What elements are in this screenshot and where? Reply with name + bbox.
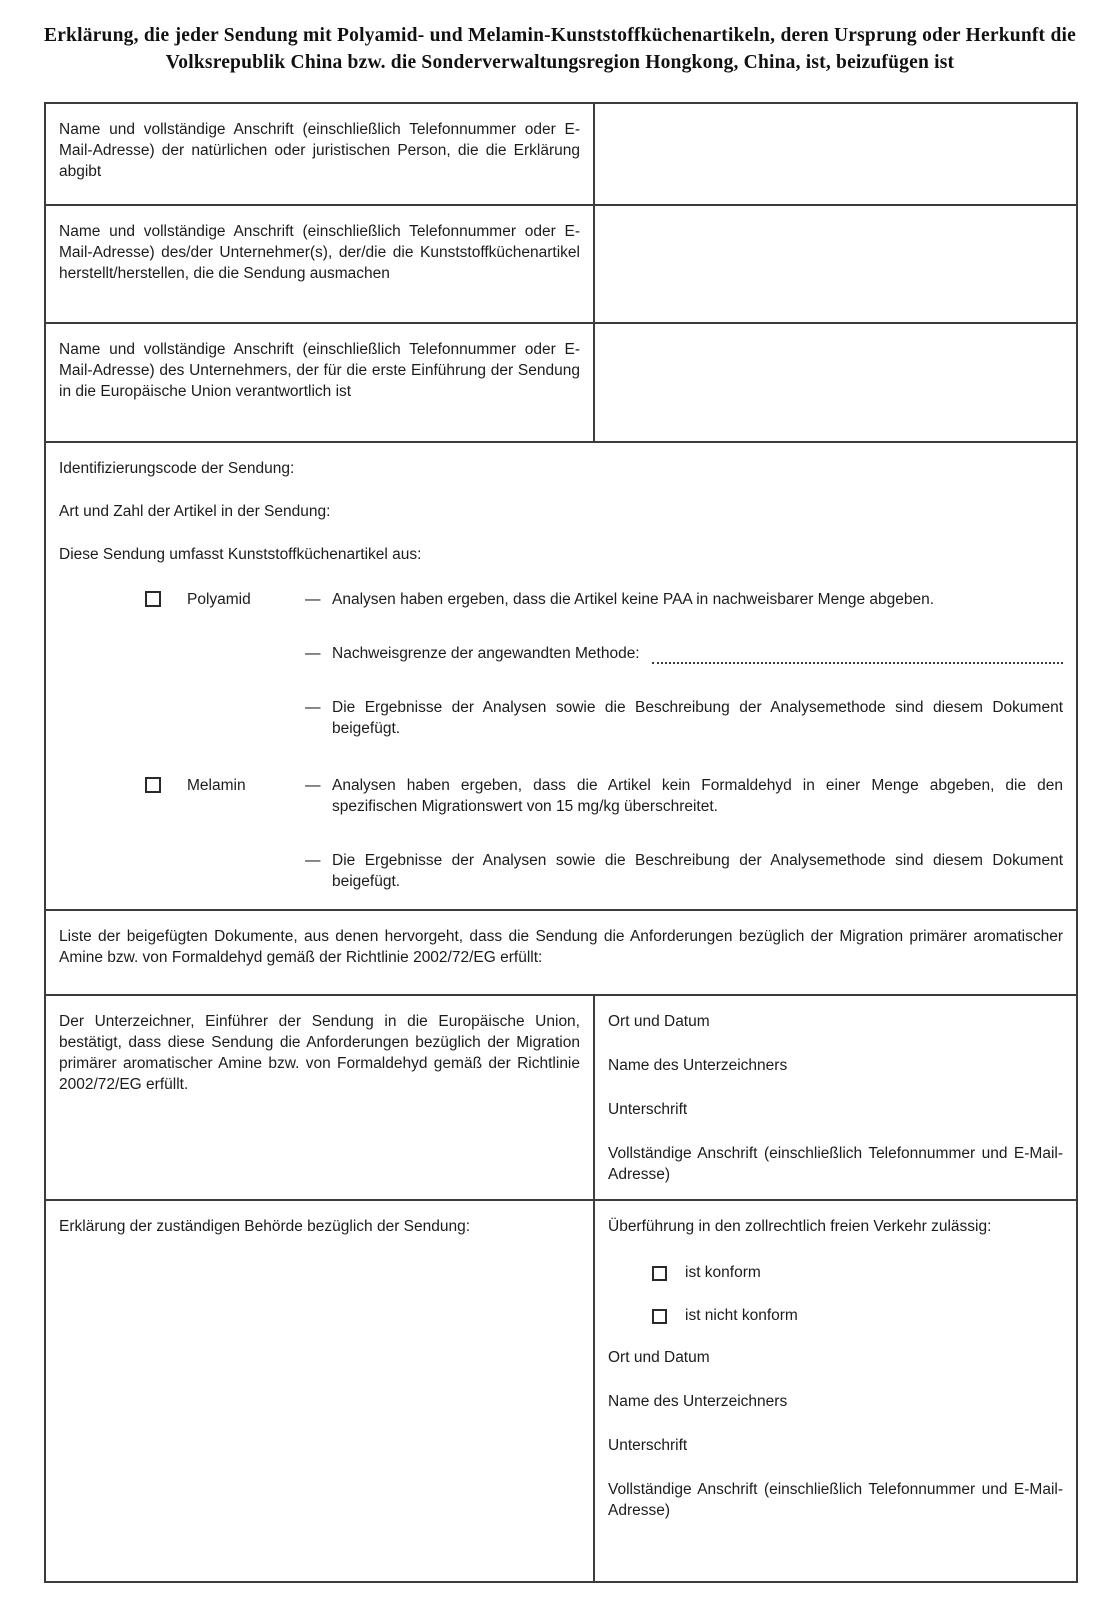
dash-bullet: — xyxy=(305,777,321,794)
polyamide-section xyxy=(59,589,1063,739)
melamine-statements xyxy=(305,775,1063,892)
importer-input-area[interactable] xyxy=(595,324,1076,441)
conform-label: ist konform xyxy=(685,1264,761,1281)
authority-address-label: Vollständige Anschrift (einschließlich Telefonnummer und E-Mail-Adresse) xyxy=(608,1481,1063,1519)
dash-bullet: — xyxy=(305,699,321,716)
polyamide-statement-1: — Analysen haben ergeben, dass die Artikel keine PAA in nachweisbarer Menge abgeben. xyxy=(305,591,935,608)
signatory-place-date-label: Ort und Datum xyxy=(608,1013,710,1030)
polyamide-statements xyxy=(305,589,1063,739)
shipment-type-count-label: Art und Zahl der Artikel in der Sendung: xyxy=(59,503,331,520)
declarant-input-area[interactable] xyxy=(595,104,1076,204)
authority-place-date-label: Ort und Datum xyxy=(608,1349,710,1366)
conform-checkbox[interactable] xyxy=(652,1266,667,1281)
declaration-form-table xyxy=(44,102,1078,1583)
manufacturer-input-area[interactable] xyxy=(595,206,1076,322)
row-declarant xyxy=(46,104,1076,206)
row-authority xyxy=(46,1201,1076,1581)
authority-release-label: Überführung in den zollrechtlich freien Verkehr zulässig: xyxy=(608,1218,992,1235)
authority-fields xyxy=(608,1347,1063,1521)
melamine-section xyxy=(59,775,1063,892)
authority-statement-label: Erklärung der zuständigen Behörde bezüglich der Sendung: xyxy=(46,1201,595,1581)
not-conform-label: ist nicht konform xyxy=(685,1307,798,1324)
declarant-label: Name und vollständige Anschrift (einschließlich Telefonnummer oder E-Mail-Adresse) der natürlichen oder juristischen Person, die die Erklärung abgibt xyxy=(46,104,595,204)
documents-label: Liste der beigefügten Dokumente, aus denen hervorgeht, dass die Sendung die Anforderungen bezüglich der Migration primärer aromatischer Amine bzw. von Formaldehyd gemäß der Richtlinie 2002/72/EG erfüllt: xyxy=(59,928,1063,966)
row-importer xyxy=(46,324,1076,443)
shipment-id-code-label: Identifizierungscode der Sendung: xyxy=(59,460,295,477)
signatory-address-label: Vollständige Anschrift (einschließlich Telefonnummer und E-Mail-Adresse) xyxy=(608,1145,1063,1183)
authority-options xyxy=(652,1262,1063,1326)
row-documents xyxy=(46,911,1076,996)
melamine-checkbox[interactable] xyxy=(145,777,161,793)
signatory-signature-label: Unterschrift xyxy=(608,1101,688,1118)
polyamide-checkbox[interactable] xyxy=(145,591,161,607)
conform-option[interactable] xyxy=(652,1262,1063,1283)
dash-bullet: — xyxy=(305,852,321,869)
authority-name-label: Name des Unterzeichners xyxy=(608,1393,788,1410)
row-signatory xyxy=(46,996,1076,1201)
melamine-label: Melamin xyxy=(187,777,246,794)
signatory-fields xyxy=(595,996,1076,1199)
detection-limit-fill-line[interactable] xyxy=(652,648,1063,664)
page-title: Erklärung, die jeder Sendung mit Polyamid- und Melamin-Kunststoffküchenartikeln, deren Ursprung oder Herkunft die Volksrepublik China bzw. die Sonderverwaltungsregion Hongkong, China, ist, beizufügen ist xyxy=(44,25,1076,73)
shipment-details-cell xyxy=(46,443,1076,904)
dash-bullet: — xyxy=(305,645,321,662)
not-conform-checkbox[interactable] xyxy=(652,1309,667,1324)
melamine-statement-2: — Die Ergebnisse der Analysen sowie die Beschreibung der Analysemethode sind diesem Dokument beigefügt. xyxy=(305,852,1063,890)
signatory-name-label: Name des Unterzeichners xyxy=(608,1057,788,1074)
melamine-statement-1: — Analysen haben ergeben, dass die Artikel kein Formaldehyd in einer Menge abgeben, die den spezifischen Migrationswert von 15 mg/kg überschreitet. xyxy=(305,777,1063,815)
not-conform-option[interactable] xyxy=(652,1305,1063,1326)
detection-limit-label: Nachweisgrenze der angewandten Methode: xyxy=(332,645,640,662)
melamine-option[interactable] xyxy=(59,775,305,796)
signatory-statement: Der Unterzeichner, Einführer der Sendung in die Europäische Union, bestätigt, dass diese Sendung die Anforderungen bezüglich der Migration primärer aromatischer Amine bzw. von Formaldehyd gemäß der Richtlinie 2002/72/EG erfüllt. xyxy=(46,996,595,1199)
row-shipment-details xyxy=(46,443,1076,911)
authority-signature-label: Unterschrift xyxy=(608,1437,688,1454)
dash-bullet: — xyxy=(305,591,321,608)
polyamide-label: Polyamid xyxy=(187,591,251,608)
manufacturer-label: Name und vollständige Anschrift (einschließlich Telefonnummer oder E-Mail-Adresse) des/der Unternehmer(s), der/die die Kunststoffküchenartikel herstellt/herstellen, die die Sendung ausmachen xyxy=(46,206,595,322)
polyamide-option[interactable] xyxy=(59,589,305,610)
authority-cell xyxy=(595,1201,1076,1581)
importer-label: Name und vollständige Anschrift (einschließlich Telefonnummer oder E-Mail-Adresse) des Unternehmers, der für die erste Einführung der Sendung in die Europäische Union verantwortlich ist xyxy=(46,324,595,441)
material-options xyxy=(59,589,1063,892)
polyamide-statement-2 xyxy=(305,643,1063,664)
polyamide-statement-3: — Die Ergebnisse der Analysen sowie die Beschreibung der Analysemethode sind diesem Dokument beigefügt. xyxy=(305,699,1063,737)
shipment-contains-label: Diese Sendung umfasst Kunststoffküchenartikel aus: xyxy=(59,546,422,563)
row-manufacturer xyxy=(46,206,1076,324)
